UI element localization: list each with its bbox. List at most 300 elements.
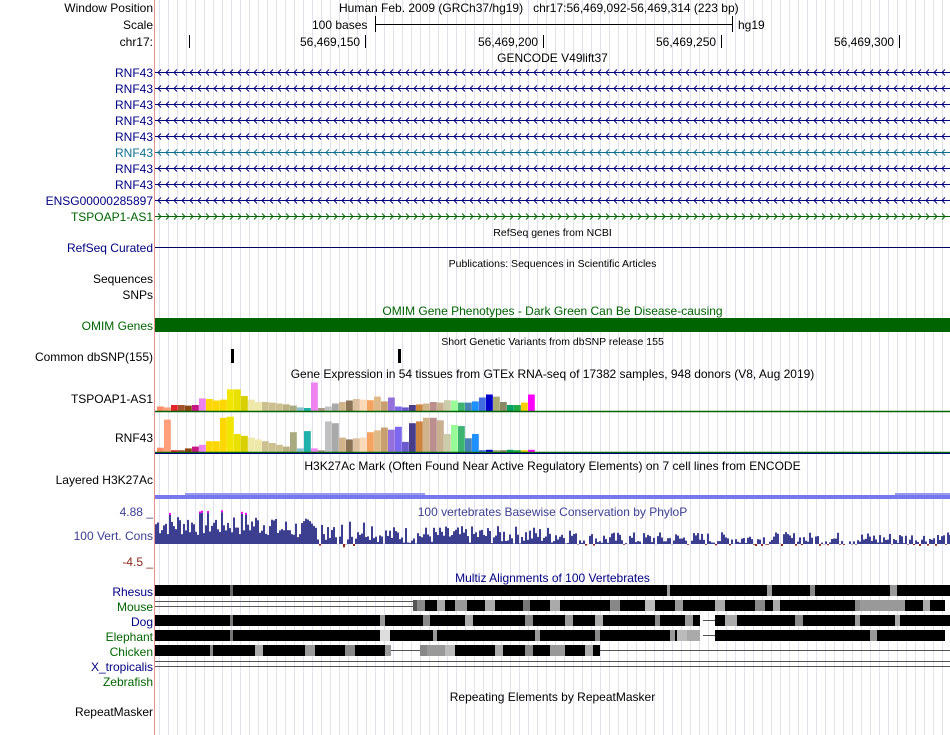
phylop-bar <box>811 538 813 544</box>
phylop-bar <box>663 541 665 544</box>
phylop-bar <box>769 542 771 544</box>
phylop-bar <box>349 522 351 544</box>
phylop-bar <box>421 537 423 544</box>
phylop-bar <box>531 539 533 545</box>
phylop-bar <box>765 544 767 545</box>
align-dog <box>155 615 230 626</box>
scale-label: Scale <box>122 18 153 32</box>
phylop-bar <box>915 540 917 544</box>
refseq-label[interactable]: RefSeq Curated <box>66 241 153 255</box>
species-label-mouse[interactable]: Mouse <box>116 600 153 614</box>
gtex-bar-rnf43 <box>220 418 227 452</box>
phylop-bar <box>755 544 757 546</box>
align-dog <box>423 615 430 626</box>
phylop-bar <box>945 544 947 545</box>
phylop-bar <box>545 537 547 545</box>
phylop-bar <box>785 532 787 544</box>
phylop-bar <box>921 540 923 544</box>
multiz-track-title: Multiz Alignments of 100 Vertebrates <box>455 571 650 585</box>
gene-label-rnf43[interactable]: RNF43 <box>114 130 153 144</box>
phylop-bar <box>795 544 797 546</box>
align-rhesus <box>810 585 815 596</box>
omim-label[interactable]: OMIM Genes <box>81 319 153 333</box>
gtex-bar-rnf43 <box>444 434 451 452</box>
align-elephant <box>230 630 233 641</box>
align-elephant <box>540 630 595 641</box>
align-chicken <box>495 645 503 656</box>
phylop-bar <box>635 542 637 544</box>
phylop-bar <box>879 535 881 544</box>
phylop-bar <box>737 542 739 544</box>
phylop-bar <box>481 530 483 544</box>
phylop-bar <box>479 531 481 545</box>
phylop-bar <box>271 520 273 544</box>
align-elephant <box>390 630 393 641</box>
gtex-bar-rnf43 <box>157 448 164 452</box>
gtex-bar-rnf43 <box>493 450 500 452</box>
align-rhesus <box>767 585 772 596</box>
phylop-bar <box>203 533 205 544</box>
cons-label[interactable]: 100 Vert. Cons <box>73 529 153 543</box>
gtex-bar-rnf43 <box>164 420 171 452</box>
phylop-bar <box>323 534 325 544</box>
phylop-bar <box>603 536 605 544</box>
phylop-bar <box>429 536 431 544</box>
phylop-bar <box>311 524 313 544</box>
phylop-bar <box>715 544 717 545</box>
phylop-bar <box>559 537 561 544</box>
phylop-bar <box>309 521 311 544</box>
align-elephant <box>535 630 540 641</box>
align-mouse <box>523 600 530 611</box>
phylop-bar <box>265 534 267 544</box>
phylop-bar <box>911 535 913 544</box>
phylop-bar <box>697 533 699 544</box>
phylop-bar <box>155 524 157 544</box>
gtex-bar-rnf43 <box>227 417 234 452</box>
align-chicken <box>355 645 385 656</box>
align-mouse <box>755 600 765 611</box>
align-dog <box>385 615 393 626</box>
phylop-bar <box>709 541 711 544</box>
phylop-bar <box>629 536 631 544</box>
align-dog <box>595 615 603 626</box>
phylop-bar <box>825 541 827 544</box>
phylop-bar <box>849 541 851 544</box>
phylop-bar <box>487 528 489 544</box>
gtex-bar-rnf43 <box>255 439 262 452</box>
phylop-bar <box>175 529 177 544</box>
gene-label-rnf43[interactable]: RNF43 <box>114 146 153 160</box>
gtex-bar-tspoap1-as1 <box>227 389 234 411</box>
gtex-bar-tspoap1-as1 <box>521 403 528 411</box>
h3k27ac-signal <box>155 495 950 499</box>
repeatmasker-track-title: Repeating Elements by RepeatMasker <box>449 690 656 704</box>
phylop-bar <box>601 543 603 544</box>
phylop-bar <box>259 533 261 544</box>
align-elephant <box>393 630 433 641</box>
phylop-bar <box>353 544 355 546</box>
gtex-bar-tspoap1-as1 <box>332 404 339 412</box>
phylop-bar <box>783 534 785 544</box>
align-dog <box>380 615 385 626</box>
gtex-bar-rnf43 <box>388 430 395 452</box>
phylop-bar <box>275 519 277 544</box>
species-label-rhesus[interactable]: Rhesus <box>112 585 153 599</box>
snp-mark <box>231 349 234 363</box>
phylop-bar <box>243 530 245 544</box>
phylop-bar <box>187 520 189 544</box>
gtex-bar-tspoap1-as1 <box>213 401 220 412</box>
phylop-bar <box>723 535 725 544</box>
phylop-bar <box>623 544 625 545</box>
phylop-bar <box>899 535 901 544</box>
gtex-bar-rnf43 <box>381 428 388 453</box>
phylop-bar <box>401 538 403 545</box>
phylop-bar <box>861 535 863 544</box>
phylop-bar <box>461 526 463 544</box>
gene-label-tspoap1-as1[interactable]: TSPOAP1-AS1 <box>70 210 153 224</box>
phylop-bar <box>331 530 333 544</box>
species-label-chicken[interactable]: Chicken <box>109 645 153 659</box>
gtex-bar-tspoap1-as1 <box>437 403 444 411</box>
align-dog <box>565 615 573 626</box>
gtex-bar-rnf43 <box>178 450 185 452</box>
align-chicken <box>345 645 355 656</box>
phylop-bar <box>573 534 575 544</box>
phylop-bar <box>687 544 689 545</box>
gtex-bar-rnf43 <box>472 434 479 452</box>
phylop-bar <box>747 538 749 544</box>
align-dog <box>803 615 855 626</box>
phylop-bar <box>251 522 253 545</box>
phylop-bar <box>745 543 747 544</box>
align-chicken <box>210 645 213 656</box>
phylop-bar <box>829 542 831 544</box>
gtex-bar-tspoap1-as1 <box>269 403 276 411</box>
gtex-label-tspoap1-as1[interactable]: TSPOAP1-AS1 <box>70 392 153 406</box>
phylop-bar <box>373 538 375 544</box>
phylop-bar <box>279 530 281 544</box>
phylop-bar <box>453 531 455 544</box>
phylop-bar <box>493 537 495 544</box>
gtex-bar-tspoap1-as1 <box>248 400 255 411</box>
phylop-bar <box>541 541 543 544</box>
align-elephant <box>595 630 600 641</box>
phylop-bar <box>257 520 259 544</box>
phylop-bar <box>389 531 391 544</box>
phylop-bar <box>731 540 733 545</box>
phylop-bar <box>485 536 487 544</box>
phylop-bar <box>315 528 317 544</box>
phylop-bar <box>183 524 185 544</box>
phylop-bar <box>843 544 845 545</box>
align-mouse <box>495 600 523 611</box>
align-elephant <box>877 630 945 641</box>
align-rhesus <box>670 585 767 596</box>
phylop-bar <box>489 531 491 544</box>
phylop-bar <box>283 530 285 544</box>
phylop-bar <box>897 543 899 544</box>
align-chicken <box>445 645 455 656</box>
gtex-bar-rnf43 <box>213 441 220 452</box>
gtex-bar-rnf43 <box>374 430 381 452</box>
phylop-bar <box>751 539 753 544</box>
phylop-bar <box>833 539 835 545</box>
phylop-bar <box>637 541 639 544</box>
phylop-bar <box>939 540 941 544</box>
phylop-bar <box>301 523 303 544</box>
phylop-bar <box>223 525 225 544</box>
phylop-bar <box>857 540 859 544</box>
gtex-bar-tspoap1-as1 <box>346 401 353 412</box>
phylop-bar <box>239 534 241 544</box>
phylop-bar <box>893 539 895 544</box>
gene-label-rnf43[interactable]: RNF43 <box>114 114 153 128</box>
gtex-bar-tspoap1-as1 <box>318 408 325 411</box>
dbsnp-label[interactable]: Common dbSNP(155) <box>34 350 153 364</box>
gene-label-rnf43[interactable]: RNF43 <box>114 66 153 80</box>
phylop-bar <box>797 542 799 544</box>
tick-label: 56,469,250 <box>656 35 717 49</box>
phylop-bar <box>827 544 829 545</box>
gtex-bar-tspoap1-as1 <box>409 405 416 411</box>
phylop-bar <box>403 543 405 544</box>
publications-track-title: Publications: Sequences in Scientific Articles <box>448 258 657 270</box>
phylop-bar <box>611 534 613 544</box>
gtex-bar-rnf43 <box>479 450 486 452</box>
phylop-bar <box>387 536 389 544</box>
gtex-bar-tspoap1-as1 <box>164 407 171 411</box>
phylop-bar <box>195 532 197 544</box>
phylop-bar <box>411 541 413 544</box>
gtex-bar-tspoap1-as1 <box>304 408 311 411</box>
align-elephant <box>600 630 670 641</box>
gtex-bar-tspoap1-as1 <box>388 398 395 412</box>
phylop-bar <box>919 544 921 546</box>
tick-label: 56,469,300 <box>834 35 895 49</box>
align-elephant <box>715 630 870 641</box>
align-dog <box>465 615 473 626</box>
gene-label-ensg[interactable]: ENSG00000285897 <box>45 194 153 208</box>
tick-label: 56,469,200 <box>478 35 539 49</box>
align-chicken <box>550 645 565 656</box>
species-label-dog[interactable]: Dog <box>130 615 153 629</box>
gtex-bar-tspoap1-as1 <box>311 383 318 412</box>
phylop-bar <box>299 534 301 544</box>
gtex-bar-rnf43 <box>437 420 444 452</box>
phylop-bar <box>777 534 779 544</box>
align-rhesus <box>890 585 897 596</box>
phylop-bar <box>157 523 159 545</box>
phylop-bar <box>427 535 429 545</box>
gtex-label-rnf43[interactable]: RNF43 <box>114 431 153 445</box>
phylop-bar <box>639 542 641 545</box>
phylop-bar <box>405 528 407 544</box>
phylop-bar <box>263 525 265 544</box>
phylop-bar <box>767 544 769 545</box>
h3k27ac-label[interactable]: Layered H3K27Ac <box>55 473 153 487</box>
align-dog <box>603 615 655 626</box>
phylop-bar <box>319 544 321 546</box>
align-mouse <box>530 600 550 611</box>
phylop-bar <box>903 543 905 544</box>
phylop-bar <box>339 537 341 544</box>
gene-label-rnf43[interactable]: RNF43 <box>114 178 153 192</box>
phylop-bar <box>553 541 555 544</box>
phylop-bar <box>303 521 305 544</box>
gtex-bar-tspoap1-as1 <box>185 406 192 411</box>
phylop-bar <box>179 520 181 544</box>
omim-track-title: OMIM Gene Phenotypes - Dark Green Can Be Disease-causing <box>382 304 723 318</box>
phylop-bar <box>729 544 731 545</box>
snps-label[interactable]: SNPs <box>122 288 153 302</box>
phylop-bar <box>399 539 401 544</box>
sequences-label[interactable]: Sequences <box>92 272 153 286</box>
gtex-bar-tspoap1-as1 <box>241 396 248 411</box>
phylop-bar <box>457 528 459 545</box>
phylop-bar <box>563 538 565 544</box>
phylop-bar <box>415 544 417 545</box>
align-mouse <box>425 600 437 611</box>
phylop-bar <box>515 527 517 544</box>
align-chicken <box>585 645 593 656</box>
phylop-bar <box>909 540 911 544</box>
phylop-bar <box>807 542 809 544</box>
phylop-bar <box>947 533 949 545</box>
phylop-bar <box>913 544 915 545</box>
phylop-bar <box>381 537 383 545</box>
phylop-bar <box>469 543 471 544</box>
phylop-bar <box>501 541 503 544</box>
phylop-bar <box>233 518 235 545</box>
species-label-elephant[interactable]: Elephant <box>105 630 153 644</box>
align-chicken <box>315 645 345 656</box>
species-label-zebrafish[interactable]: Zebrafish <box>102 675 153 689</box>
phylop-bar <box>775 533 777 545</box>
gtex-bar-tspoap1-as1 <box>493 397 500 411</box>
species-label-xtropicalis[interactable]: X_tropicalis <box>90 660 153 674</box>
phylop-bar <box>543 538 545 544</box>
align-mouse <box>455 600 467 611</box>
phylop-bar <box>261 531 263 544</box>
phylop-bar <box>711 543 713 545</box>
phylop-bar <box>941 536 943 544</box>
phylop-bar <box>445 527 447 544</box>
gtex-bar-rnf43 <box>367 432 374 452</box>
tick-label: 56,469,150 <box>300 35 361 49</box>
phylop-bar <box>691 541 693 544</box>
phylop-bar <box>891 544 893 545</box>
phylop-bar <box>227 523 229 544</box>
phylop-bar <box>189 532 191 544</box>
align-mouse <box>923 600 930 611</box>
phylop-bar <box>225 530 227 544</box>
gene-label-rnf43[interactable]: RNF43 <box>114 82 153 96</box>
phylop-bar <box>495 536 497 544</box>
phylop-bar <box>753 544 755 545</box>
phylop-bar <box>391 538 393 544</box>
phylop-bar <box>371 526 373 544</box>
phylop-bar <box>245 515 247 544</box>
phylop-bar <box>721 532 723 544</box>
gene-label-rnf43[interactable]: RNF43 <box>114 98 153 112</box>
phylop-bar <box>589 536 591 544</box>
align-mouse <box>620 600 645 611</box>
align-rhesus <box>230 585 233 596</box>
gtex-bar-rnf43 <box>486 450 493 452</box>
phylop-bar <box>231 532 233 544</box>
gtex-bar-rnf43 <box>458 426 465 452</box>
align-mouse <box>715 600 725 611</box>
gtex-bar-rnf43 <box>234 434 241 452</box>
align-mouse <box>610 600 620 611</box>
phylop-bar <box>735 539 737 544</box>
gtex-bar-rnf43 <box>430 418 437 452</box>
align-mouse <box>550 600 560 611</box>
phylop-bar <box>713 543 715 544</box>
phylop-bar <box>565 544 567 545</box>
gtex-bar-tspoap1-as1 <box>507 405 514 411</box>
gtex-bar-rnf43 <box>451 425 458 452</box>
phylop-bar <box>443 536 445 544</box>
phylop-bar <box>881 542 883 544</box>
repeatmasker-label[interactable]: RepeatMasker <box>74 705 153 719</box>
gtex-bar-rnf43 <box>304 431 311 452</box>
phylop-bar <box>511 538 513 544</box>
align-rhesus <box>772 585 810 596</box>
gtex-bar-rnf43 <box>297 448 304 452</box>
phylop-bar <box>821 543 823 544</box>
phylop-bar <box>667 538 669 544</box>
phylop-bar <box>923 536 925 544</box>
align-rhesus <box>667 585 670 596</box>
phylop-bar <box>197 535 199 544</box>
align-elephant <box>675 630 677 641</box>
phylop-bar <box>437 535 439 544</box>
gene-label-rnf43[interactable]: RNF43 <box>114 162 153 176</box>
phylop-bar <box>933 538 935 544</box>
align-dog <box>473 615 525 626</box>
phylop-bar <box>625 543 627 544</box>
phylop-bar <box>859 542 861 544</box>
phylop-bar <box>267 535 269 544</box>
phylop-bar <box>499 532 501 544</box>
phylop-bar <box>555 535 557 544</box>
phylop-bar <box>593 544 595 546</box>
phylop-bar <box>325 540 327 544</box>
gtex-bar-rnf43 <box>339 438 346 452</box>
phylop-bar <box>171 522 173 544</box>
phylop-bar <box>865 539 867 544</box>
gtex-bar-rnf43 <box>409 423 416 452</box>
phylop-bar <box>695 535 697 544</box>
gtex-bar-rnf43 <box>241 436 248 452</box>
align-chicken <box>525 645 533 656</box>
align-dog <box>655 615 660 626</box>
phylop-bar <box>211 526 213 544</box>
align-elephant <box>670 630 675 641</box>
phylop-bar <box>727 538 729 544</box>
gtex-bar-tspoap1-as1 <box>206 399 213 411</box>
align-dog <box>660 615 685 626</box>
gtex-bar-rnf43 <box>416 421 423 452</box>
phylop-bar <box>719 541 721 544</box>
phylop-bar <box>247 525 249 544</box>
gtex-bar-rnf43 <box>325 421 332 452</box>
cons-min-label: -4.5 _ <box>122 555 153 569</box>
phylop-bar <box>839 544 841 545</box>
